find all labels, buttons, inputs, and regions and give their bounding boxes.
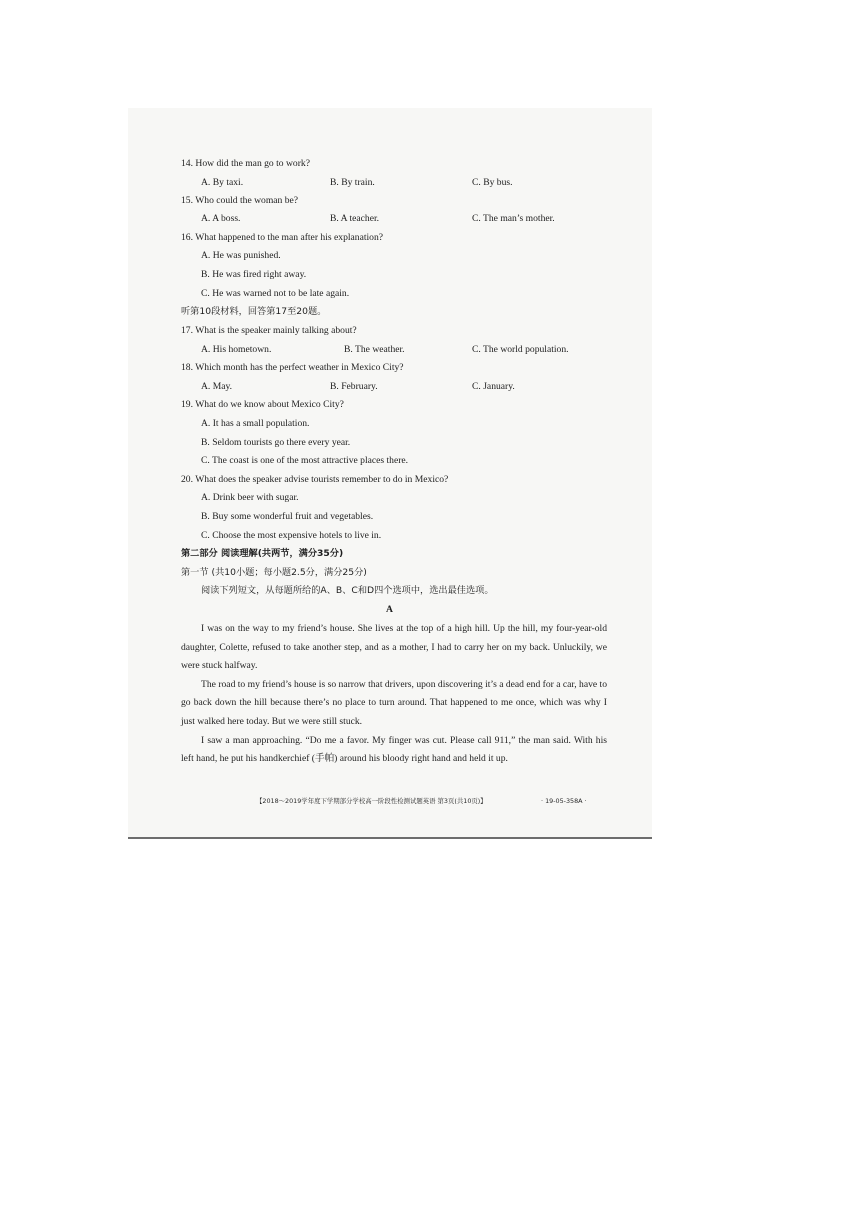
option-19b: B. Seldom tourists go there every year. — [201, 437, 351, 448]
option-19a: A. It has a small population. — [201, 418, 310, 429]
option-18a: A. May. — [201, 381, 233, 392]
passage-paragraph: I was on the way to my friend’s house. She lives at the top of a high hill. Up the hill, my four-year-old daughter, Colette, refused to take another step, and as a mother, I had to carry her on my back. Unluckily, we were stuck halfway. — [181, 623, 607, 672]
option-17c: C. The world population. — [472, 344, 569, 355]
question-15: 15. Who could the woman be? — [181, 195, 299, 206]
page-code: · 19-05-358A · — [541, 797, 587, 805]
option-20b: B. Buy some wonderful fruit and vegetables. — [201, 511, 374, 522]
passage-a — [181, 620, 607, 769]
page-footer: 【2018～2019学年度下学期部分学校高一阶段性检测试题英语 第3页(共10页)】 — [256, 797, 487, 805]
reading-instructions: 阅读下列短文，从每题所给的A、B、C和D四个选项中，选出最佳选项。 — [201, 585, 494, 596]
option-18b: B. February. — [330, 381, 378, 392]
scan-bottom-edge — [128, 837, 652, 839]
option-15b: B. A teacher. — [330, 213, 380, 224]
option-18c: C. January. — [472, 381, 515, 392]
option-15a: A. A boss. — [201, 213, 241, 224]
option-16b: B. He was fired right away. — [201, 269, 307, 280]
option-20c: C. Choose the most expensive hotels to live in. — [201, 530, 382, 541]
question-14: 14. How did the man go to work? — [181, 158, 310, 169]
question-18: 18. Which month has the perfect weather in Mexico City? — [181, 362, 404, 373]
option-16a: A. He was punished. — [201, 250, 281, 261]
section-10-note: 听第10段材料，回答第17至20题。 — [181, 306, 327, 317]
question-16: 16. What happened to the man after his explanation? — [181, 232, 384, 243]
option-20a: A. Drink beer with sugar. — [201, 492, 299, 503]
option-14b: B. By train. — [330, 177, 375, 188]
part2-heading: 第二部分 阅读理解(共两节，满分35分) — [181, 548, 344, 559]
passage-paragraph: The road to my friend’s house is so narrow that drivers, upon discovering it’s a dead end for a car, have to go back down the hill because there’s no place to turn around. That happened to me once, which was why I just walked here today. But we were still stuck. — [181, 678, 607, 727]
passage-paragraph: I saw a man approaching. “Do me a favor. My finger was cut. Please call 911,” the man said. With his left hand, he put his handkerchief (手帕) around his bloody right hand and held it up. — [181, 734, 607, 765]
option-15c: C. The man’s mother. — [472, 213, 555, 224]
option-14c: C. By bus. — [472, 177, 513, 188]
option-16c: C. He was warned not to be late again. — [201, 288, 350, 299]
option-14a: A. By taxi. — [201, 177, 244, 188]
question-20: 20. What does the speaker advise tourists remember to do in Mexico? — [181, 474, 449, 485]
question-17: 17. What is the speaker mainly talking about? — [181, 325, 357, 336]
option-17a: A. His hometown. — [201, 344, 272, 355]
section1-heading: 第一节 (共10小题；每小题2.5分，满分25分) — [181, 567, 367, 578]
option-17b: B. The weather. — [344, 344, 405, 355]
passage-label: A — [386, 604, 393, 615]
question-19: 19. What do we know about Mexico City? — [181, 399, 344, 410]
option-19c: C. The coast is one of the most attractive places there. — [201, 455, 409, 466]
